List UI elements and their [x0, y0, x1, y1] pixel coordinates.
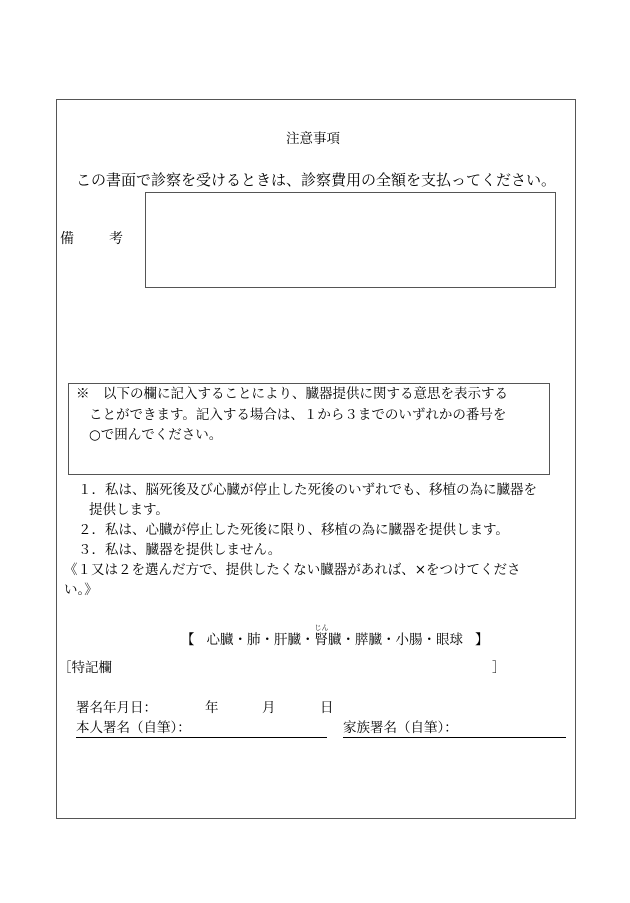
- instruction-line-2: い。》: [64, 582, 98, 598]
- family-signature-line[interactable]: [343, 737, 566, 738]
- organ-list: [181, 624, 489, 648]
- option-1-line-1[interactable]: １．私は、脳死後及び心臓が停止した死後のいずれでも、移植の為に臓器を: [78, 482, 537, 498]
- organ-ruby-reading: じん: [314, 624, 329, 632]
- organ-bracket-open: 【: [181, 632, 195, 648]
- special-close: ］: [492, 660, 506, 676]
- organ-bracket-close: 】: [475, 632, 489, 648]
- remarks-label-1: 備: [60, 231, 74, 247]
- payment-note: この書面で診察を受けるときは、診察費用の全額を支払ってください。: [76, 171, 557, 189]
- instruction-line-1: 《１又は２を選んだ方で、提供したくない臓器があれば、×をつけてくださ: [64, 562, 521, 578]
- remarks-label-2: 考: [109, 231, 123, 247]
- date-month: 月: [262, 700, 276, 716]
- organ-notice-line-1: ※ 以下の欄に記入することにより、臓器提供に関する意思を表示する: [76, 386, 508, 402]
- organ-ruby-kidney[interactable]: [314, 624, 329, 648]
- notice-title: 注意事項: [286, 131, 340, 147]
- organ-ruby-base: 腎: [314, 632, 328, 648]
- date-label: 署名年月日：: [76, 700, 157, 716]
- option-1-line-2: 提供します。: [89, 502, 169, 518]
- self-signature-label: 本人署名（自筆）：: [76, 720, 191, 736]
- self-signature-line[interactable]: [76, 737, 327, 738]
- organ-list-after[interactable]: 臓・膵臓・小腸・眼球: [328, 632, 463, 648]
- option-2[interactable]: ２．私は、心臓が停止した死後に限り、移植の為に臓器を提供します。: [78, 522, 509, 538]
- option-3[interactable]: ３．私は、臓器を提供しません。: [78, 542, 282, 558]
- special-label: ［特記欄: [58, 660, 112, 676]
- organ-list-before[interactable]: 心臓・肺・肝臓・: [206, 632, 315, 648]
- date-day: 日: [320, 700, 334, 716]
- family-signature-label: 家族署名（自筆）：: [343, 720, 458, 736]
- remarks-box[interactable]: [145, 192, 556, 288]
- organ-notice-line-3: ○で囲んでください。: [89, 427, 223, 443]
- organ-notice-line-2: ことができます。記入する場合は、１から３までのいずれかの番号を: [89, 407, 507, 423]
- date-year: 年: [205, 700, 219, 716]
- special-field[interactable]: [130, 660, 490, 678]
